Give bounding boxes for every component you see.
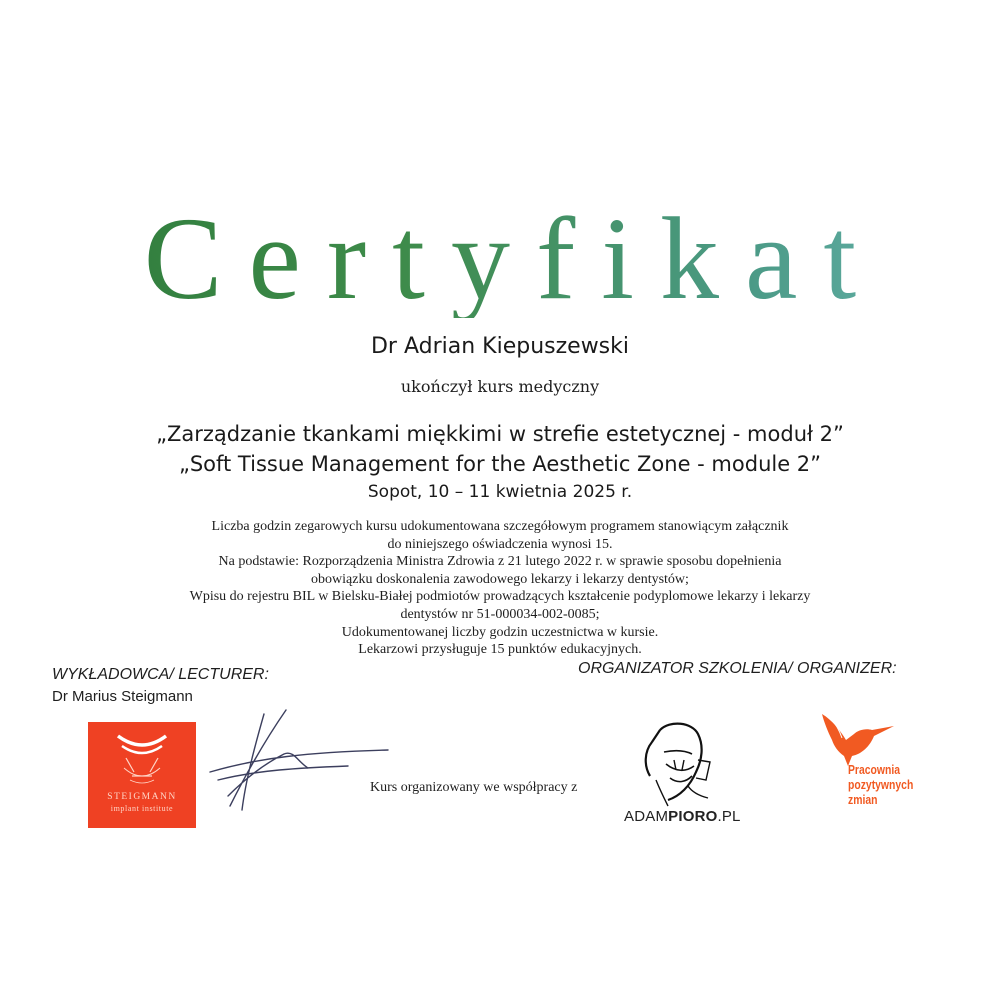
lecturer-name: Dr Marius Steigmann <box>52 688 193 705</box>
legal-line: Udokumentowanej liczby godzin uczestnictwa w kursie. <box>341 624 659 640</box>
adampioro-portrait-icon <box>630 720 720 808</box>
completion-statement: ukończył kurs medyczny <box>400 377 600 396</box>
legal-line: Na podstawie: Rozporządzenia Ministra Zdrowia z 21 lutego 2022 r. w sprawie sposobu dopełnienia <box>218 554 782 570</box>
legal-line: obowiązku doskonalenia zawodowego lekarzy i lekarzy dentystów; <box>311 571 689 587</box>
pracownia-line: Pracownia <box>848 762 901 777</box>
pracownia-logo-text <box>848 762 936 807</box>
cooperation-text: Kurs organizowany we współpracy z <box>370 780 578 795</box>
recipient-name: Dr Adrian Kiepuszewski <box>370 334 630 359</box>
steigmann-logo <box>88 722 196 828</box>
legal-line: Liczba godzin zegarowych kursu udokumentowana szczegółowym programem stanowiącym załącznik <box>211 519 789 534</box>
legal-line: do niniejszego oświadczenia wynosi 15. <box>387 536 613 552</box>
legal-line: Lekarzowi przysługuje 15 punktów edukacyjnych. <box>358 642 642 658</box>
steigmann-emblem-icon <box>88 722 196 792</box>
legal-text <box>100 518 900 659</box>
steigmann-logo-subtitle: implant institute <box>110 804 174 813</box>
course-title-english: „Soft Tissue Management for the Aesthetic Zone - module 2” <box>178 452 822 476</box>
steigmann-logo-name: STEIGMANN <box>107 792 177 802</box>
pracownia-line: zmian <box>848 792 878 807</box>
legal-line: dentystów nr 51-000034-002-0085; <box>400 606 600 622</box>
adampioro-prefix: ADAM <box>624 808 669 825</box>
adampioro-suffix: .PL <box>717 808 741 825</box>
course-date-place: Sopot, 10 – 11 kwietnia 2025 r. <box>367 482 633 502</box>
adampioro-logo-text <box>624 808 741 825</box>
lecturer-signature-icon <box>198 706 398 816</box>
certificate-title: Certyfikat <box>0 200 1000 318</box>
pracownia-line: pozytywnych <box>848 777 914 792</box>
course-title-polish: „Zarządzanie tkankami miękkimi w strefie estetycznej - moduł 2” <box>156 422 844 446</box>
lecturer-role-label: WYKŁADOWCA/ LECTURER: <box>52 666 269 683</box>
adampioro-bold: PIORO <box>668 808 718 825</box>
organizer-role-label: ORGANIZATOR SZKOLENIA/ ORGANIZER: <box>578 660 897 677</box>
legal-line: Wpisu do rejestru BIL w Bielsku-Białej podmiotów prowadzących kształcenie podyplomowe lekarzy i lekarzy <box>189 589 811 605</box>
hummingbird-icon <box>818 712 898 768</box>
